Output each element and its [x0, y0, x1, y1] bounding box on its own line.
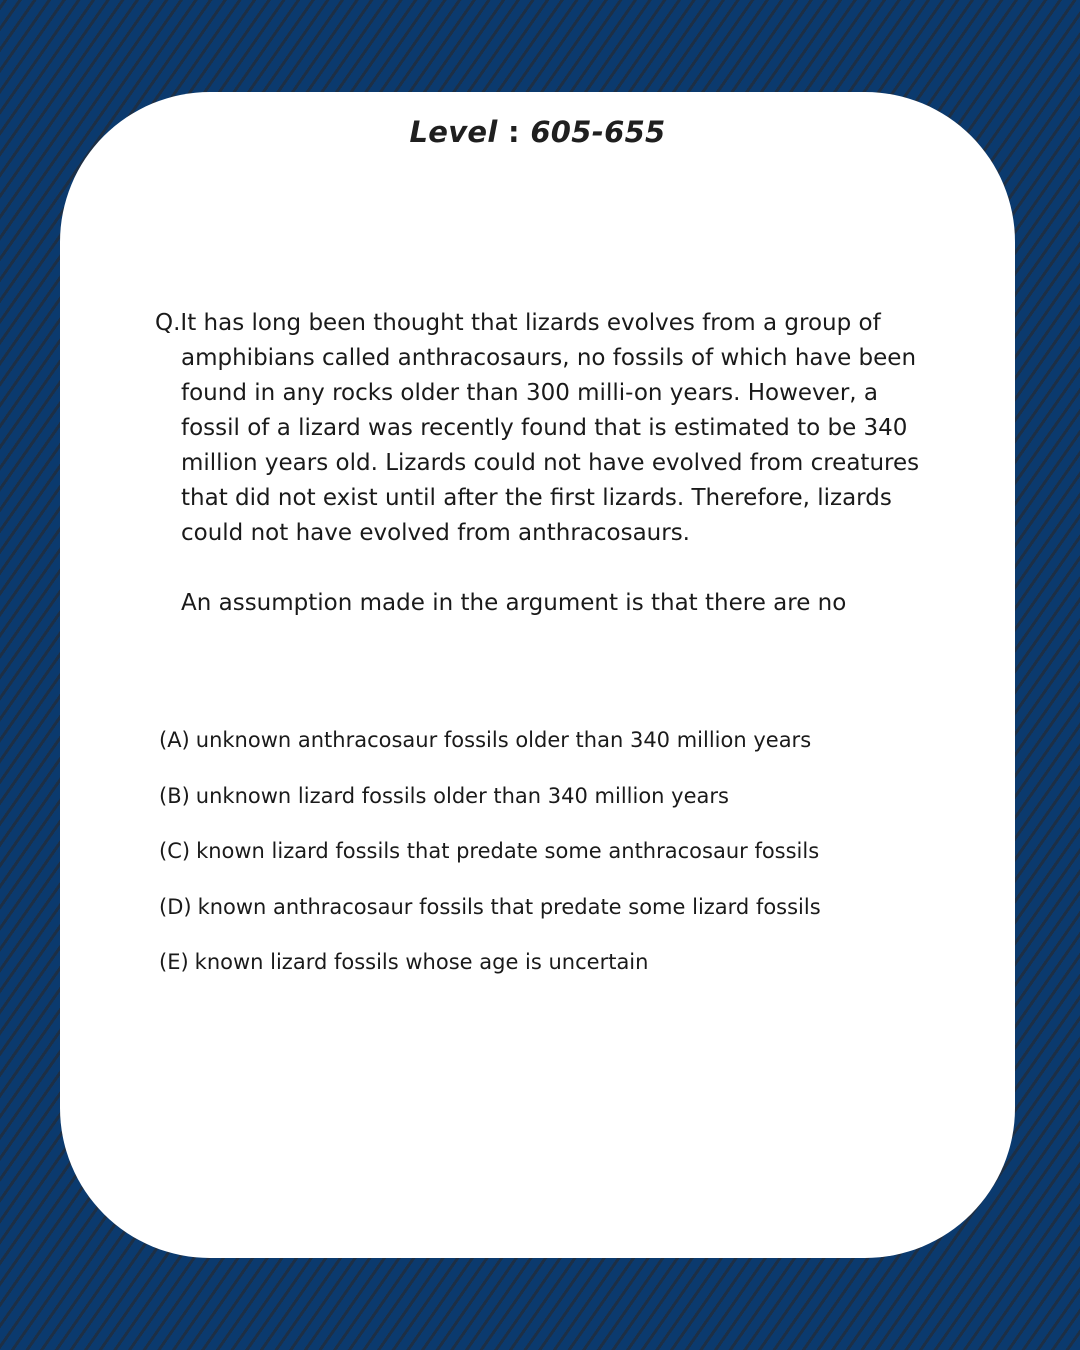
answer-option-e[interactable]: [159, 947, 949, 1003]
option-letter: (B): [159, 783, 190, 808]
answer-options: [159, 725, 949, 1003]
option-text: known lizard fossils that predate some anthracosaur fossils: [196, 839, 820, 863]
level-label: Level: [409, 115, 498, 149]
answer-option-c[interactable]: [159, 836, 949, 892]
answer-option-d[interactable]: [159, 892, 949, 948]
option-letter: (D): [159, 894, 192, 919]
question-prefix: Q.: [155, 310, 181, 336]
option-text: unknown anthracosaur fossils older than 340 million years: [195, 728, 812, 752]
option-text: unknown lizard fossils older than 340 million years: [195, 783, 729, 808]
answer-option-b[interactable]: [159, 781, 949, 837]
option-letter: (C): [159, 839, 191, 863]
option-letter: (E): [159, 950, 189, 974]
question-prompt: An assumption made in the argument is that there are no: [181, 590, 847, 616]
question-card: [60, 92, 1015, 1258]
option-text: known anthracosaur fossils that predate some lizard fossils: [197, 894, 821, 919]
question-stem-text: It has long been thought that lizards evolves from a group of amphibians called anthracosaurs, no fossils of which have been found in any rocks older than 300 milli-on years. However, a fossil of a lizard was recently found that is estimated to be 340 million years old. Lizards could not have evolved from creatures that did not exist until after the first lizards. Therefore, lizards could not have evolved from anthracosaurs.: [180, 310, 920, 546]
question-stem: [155, 306, 925, 551]
level-title: [60, 112, 1015, 152]
level-separator: :: [497, 115, 531, 149]
level-range: 605-655: [530, 115, 666, 149]
option-letter: (A): [159, 728, 190, 752]
question-block: [155, 306, 925, 621]
option-text: known lizard fossils whose age is uncertain: [194, 950, 649, 974]
answer-option-a[interactable]: [159, 725, 949, 781]
